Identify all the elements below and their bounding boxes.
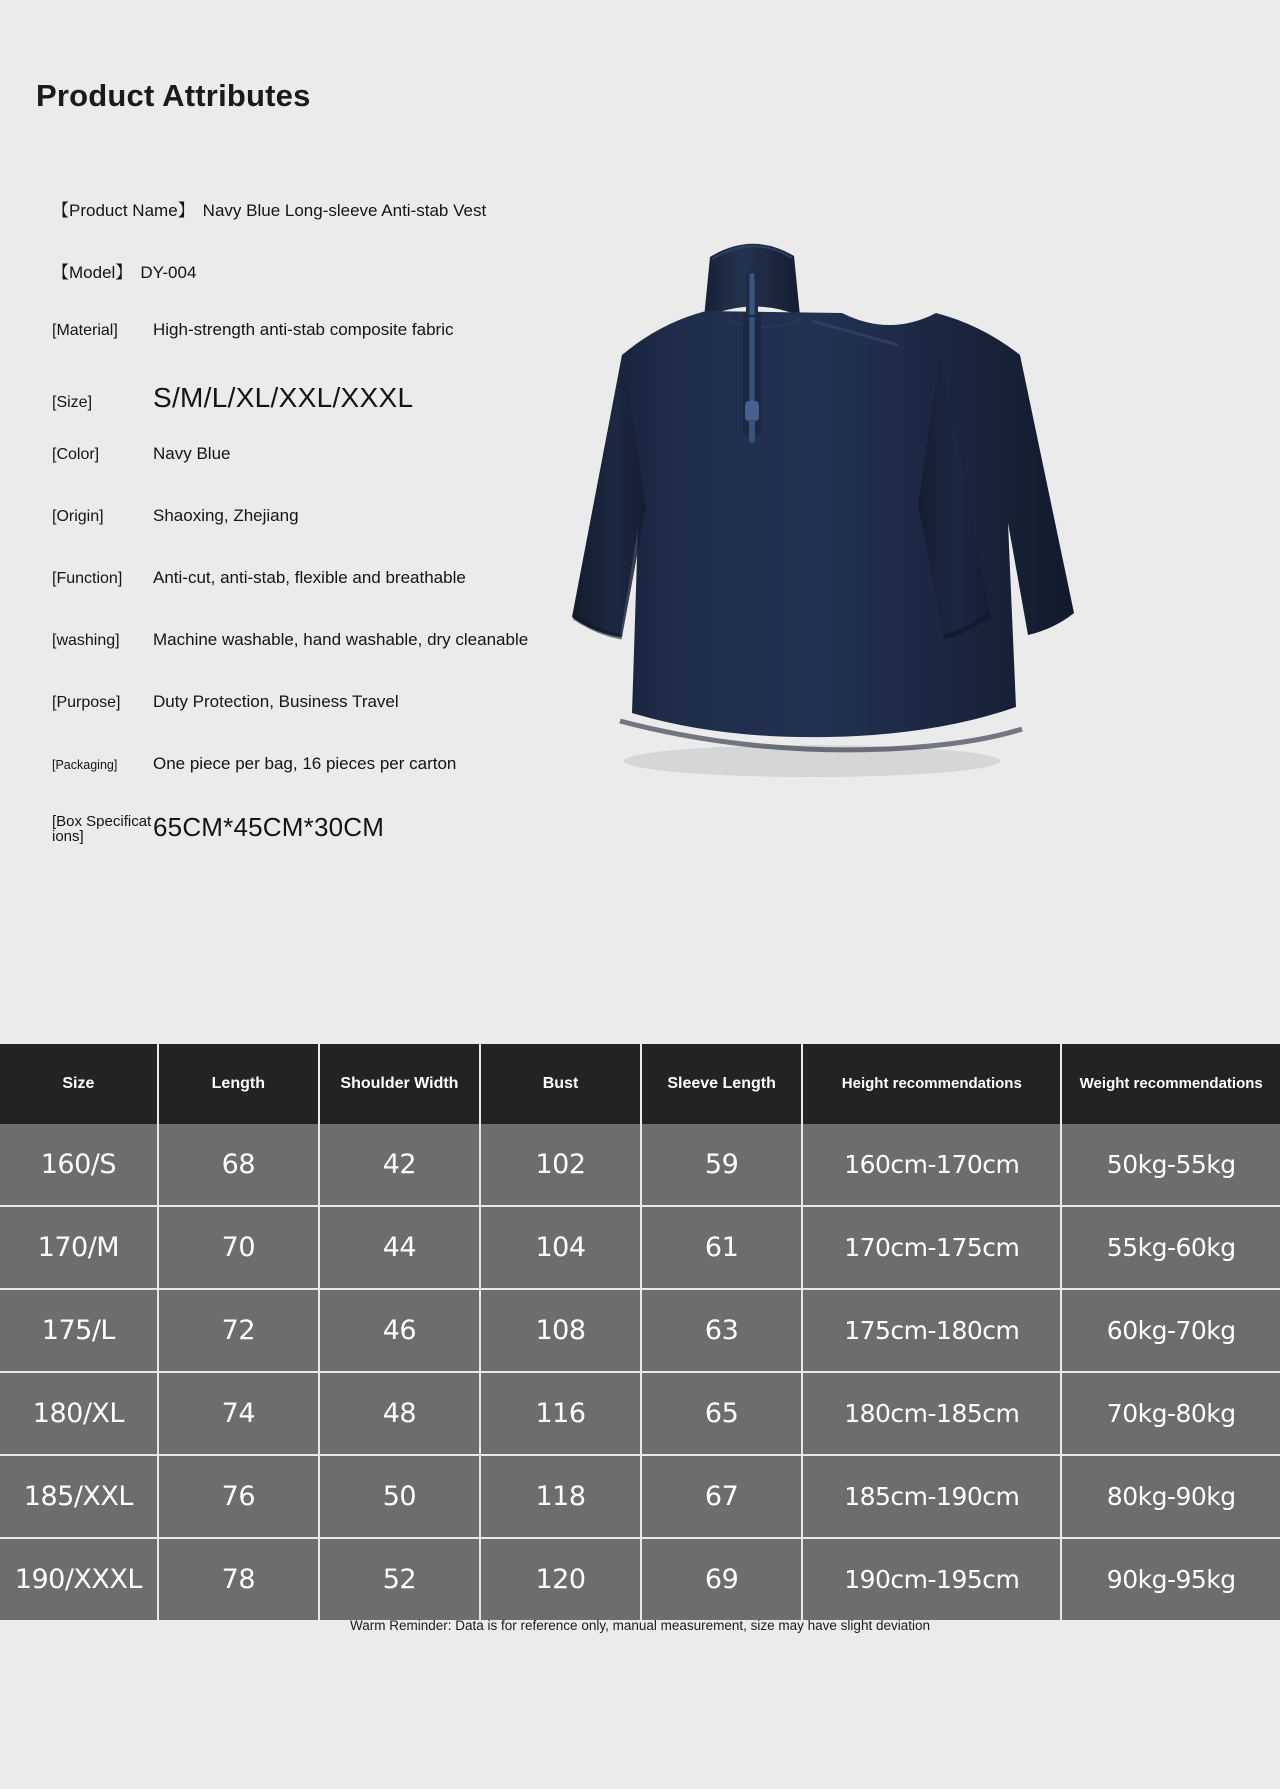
attribute-label-box-specifications: [Box Specifications] bbox=[52, 813, 152, 845]
cell-sleeve-length: 69 bbox=[641, 1538, 802, 1620]
table-row bbox=[0, 1289, 1280, 1372]
cell-weight-recommendation: 60kg-70kg bbox=[1061, 1289, 1280, 1372]
attribute-value-material: High-strength anti-stab composite fabric bbox=[153, 320, 454, 339]
cell-height-recommendation: 160cm-170cm bbox=[802, 1124, 1061, 1206]
attribute-label-purpose: [Purpose] bbox=[52, 694, 121, 711]
cell-shoulder-width: 50 bbox=[319, 1455, 480, 1538]
attribute-value-color: Navy Blue bbox=[153, 444, 231, 463]
cell-sleeve-length: 67 bbox=[641, 1455, 802, 1538]
attribute-row-function bbox=[52, 568, 612, 630]
cell-shoulder-width: 52 bbox=[319, 1538, 480, 1620]
cell-size: 190/XXXL bbox=[0, 1538, 158, 1620]
cell-shoulder-width: 48 bbox=[319, 1372, 480, 1455]
cell-size: 180/XL bbox=[0, 1372, 158, 1455]
attribute-row-box-specifications bbox=[52, 812, 612, 874]
column-header-height-recommendations: Height recommendations bbox=[802, 1044, 1061, 1124]
column-header-weight-recommendations: Weight recommendations bbox=[1061, 1044, 1280, 1124]
cell-height-recommendation: 185cm-190cm bbox=[802, 1455, 1061, 1538]
cell-shoulder-width: 46 bbox=[319, 1289, 480, 1372]
column-header-shoulder-width: Shoulder Width bbox=[319, 1044, 480, 1124]
cell-bust: 120 bbox=[480, 1538, 641, 1620]
table-row bbox=[0, 1538, 1280, 1620]
attribute-label-packaging: [Packaging] bbox=[52, 758, 118, 772]
cell-length: 72 bbox=[158, 1289, 319, 1372]
cell-height-recommendation: 175cm-180cm bbox=[802, 1289, 1061, 1372]
cell-bust: 116 bbox=[480, 1372, 641, 1455]
table-row bbox=[0, 1124, 1280, 1206]
cell-height-recommendation: 170cm-175cm bbox=[802, 1206, 1061, 1289]
table-row bbox=[0, 1206, 1280, 1289]
vest-illustration bbox=[560, 215, 1080, 815]
attribute-value-packaging: One piece per bag, 16 pieces per carton bbox=[153, 754, 457, 773]
cell-weight-recommendation: 50kg-55kg bbox=[1061, 1124, 1280, 1206]
attribute-row-purpose bbox=[52, 692, 612, 754]
attribute-row-washing bbox=[52, 630, 612, 692]
attribute-label-washing: [washing] bbox=[52, 632, 120, 649]
table-row bbox=[0, 1455, 1280, 1538]
cell-weight-recommendation: 70kg-80kg bbox=[1061, 1372, 1280, 1455]
cell-height-recommendation: 180cm-185cm bbox=[802, 1372, 1061, 1455]
cell-weight-recommendation: 80kg-90kg bbox=[1061, 1455, 1280, 1538]
attribute-label-product-name: 【Product Name】 bbox=[52, 201, 195, 220]
attribute-row-size bbox=[52, 382, 612, 444]
table-row bbox=[0, 1372, 1280, 1455]
attribute-value-model: DY-004 bbox=[140, 263, 197, 282]
cell-height-recommendation: 190cm-195cm bbox=[802, 1538, 1061, 1620]
attribute-row-origin bbox=[52, 506, 612, 568]
warm-reminder-note: Warm Reminder: Data is for reference only, manual measurement, size may have slight deviation bbox=[350, 1618, 930, 1633]
attribute-label-function: [Function] bbox=[52, 570, 123, 587]
attribute-label-origin: [Origin] bbox=[52, 508, 104, 525]
page-title: Product Attributes bbox=[36, 78, 311, 113]
cell-sleeve-length: 59 bbox=[641, 1124, 802, 1206]
table-header-row bbox=[0, 1044, 1280, 1124]
cell-size: 175/L bbox=[0, 1289, 158, 1372]
cell-length: 70 bbox=[158, 1206, 319, 1289]
product-attributes-list bbox=[52, 196, 612, 874]
product-photo bbox=[560, 215, 1080, 815]
attribute-label-color: [Color] bbox=[52, 446, 100, 463]
attribute-value-origin: Shaoxing, Zhejiang bbox=[153, 506, 299, 525]
cell-bust: 102 bbox=[480, 1124, 641, 1206]
attribute-label-size: [Size] bbox=[52, 394, 93, 411]
cell-size: 185/XXL bbox=[0, 1455, 158, 1538]
cell-length: 78 bbox=[158, 1538, 319, 1620]
cell-length: 68 bbox=[158, 1124, 319, 1206]
column-header-length: Length bbox=[158, 1044, 319, 1124]
cell-sleeve-length: 65 bbox=[641, 1372, 802, 1455]
attribute-value-washing: Machine washable, hand washable, dry cleanable bbox=[153, 630, 529, 649]
cell-sleeve-length: 63 bbox=[641, 1289, 802, 1372]
cell-bust: 108 bbox=[480, 1289, 641, 1372]
attribute-row-material bbox=[52, 320, 612, 382]
column-header-size: Size bbox=[0, 1044, 158, 1124]
attribute-value-size: S/M/L/XL/XXL/XXXL bbox=[153, 382, 414, 413]
column-header-sleeve-length: Sleeve Length bbox=[641, 1044, 802, 1124]
attribute-value-product-name: Navy Blue Long-sleeve Anti-stab Vest bbox=[202, 201, 487, 220]
cell-size: 160/S bbox=[0, 1124, 158, 1206]
attribute-label-material: [Material] bbox=[52, 322, 118, 339]
attribute-value-box-specifications: 65CM*45CM*30CM bbox=[153, 812, 385, 842]
cell-length: 74 bbox=[158, 1372, 319, 1455]
cell-bust: 118 bbox=[480, 1455, 641, 1538]
cell-weight-recommendation: 90kg-95kg bbox=[1061, 1538, 1280, 1620]
attribute-label-model: 【Model】 bbox=[52, 263, 133, 282]
cell-size: 170/M bbox=[0, 1206, 158, 1289]
cell-shoulder-width: 42 bbox=[319, 1124, 480, 1206]
cell-sleeve-length: 61 bbox=[641, 1206, 802, 1289]
column-header-bust: Bust bbox=[480, 1044, 641, 1124]
attribute-row-packaging bbox=[52, 754, 612, 812]
cell-weight-recommendation: 55kg-60kg bbox=[1061, 1206, 1280, 1289]
cell-shoulder-width: 44 bbox=[319, 1206, 480, 1289]
attribute-value-purpose: Duty Protection, Business Travel bbox=[153, 692, 399, 711]
cell-bust: 104 bbox=[480, 1206, 641, 1289]
attribute-row-model bbox=[52, 258, 612, 320]
attribute-value-function: Anti-cut, anti-stab, flexible and breathable bbox=[153, 568, 466, 587]
cell-length: 76 bbox=[158, 1455, 319, 1538]
size-chart-table bbox=[0, 1044, 1280, 1620]
attribute-row-color bbox=[52, 444, 612, 506]
attribute-row-product-name bbox=[52, 196, 612, 258]
